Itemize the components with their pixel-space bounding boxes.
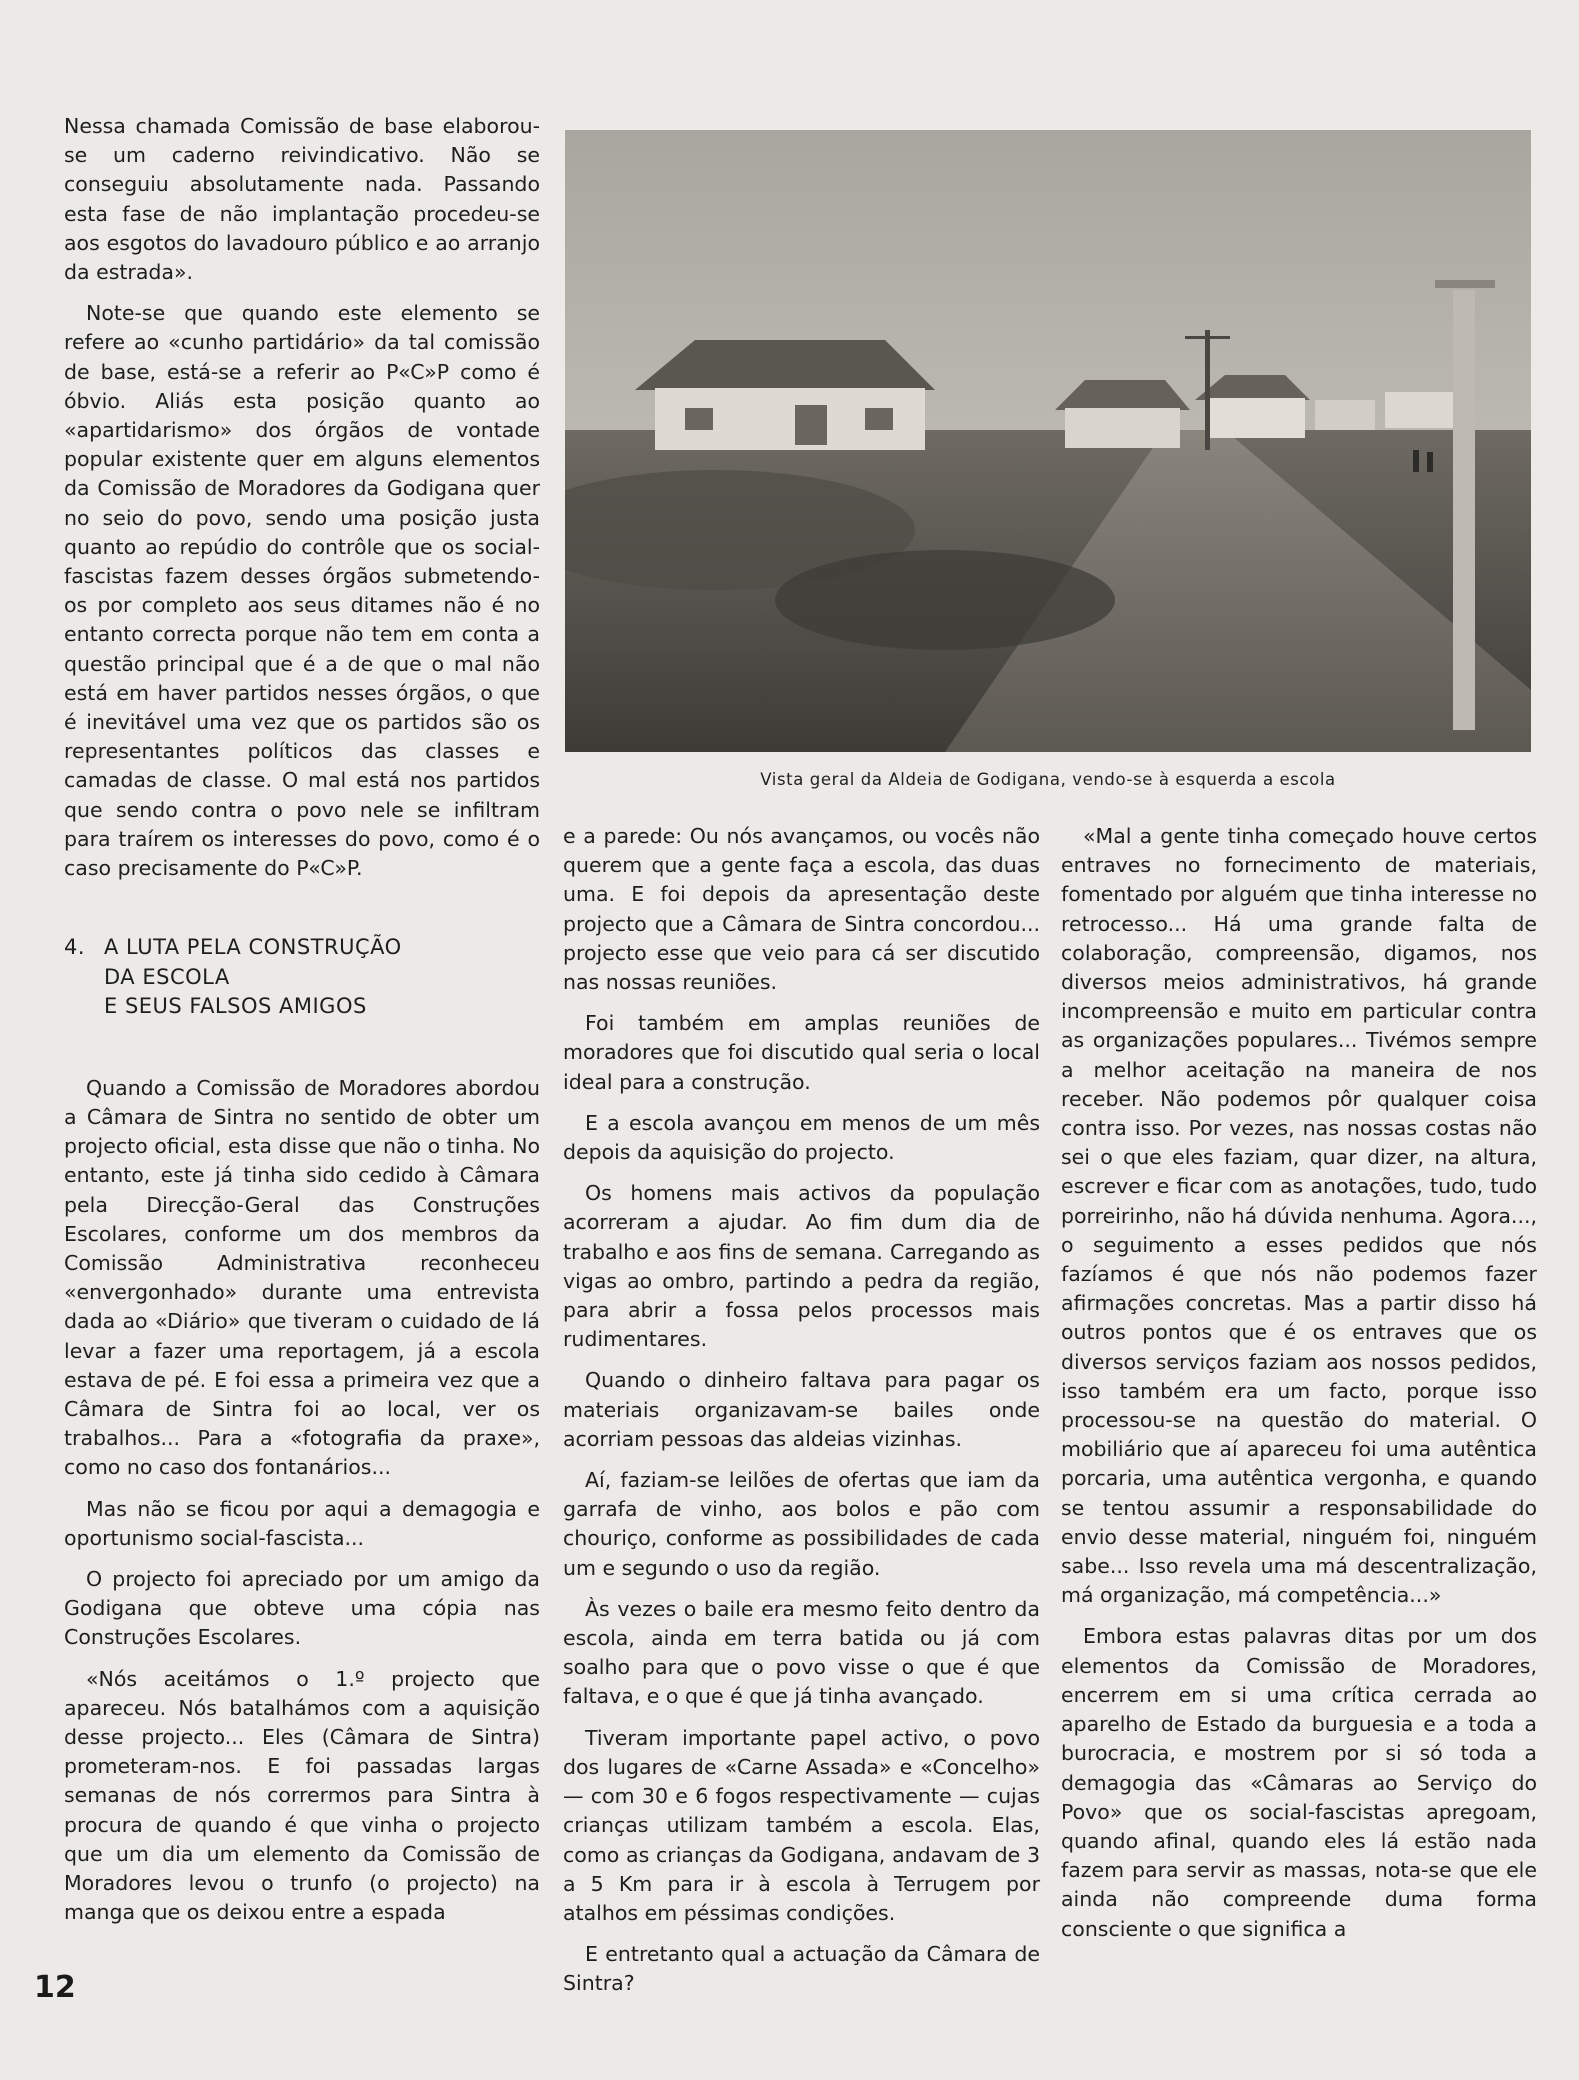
paragraph: O projecto foi apreciado por um amigo da Godigana que obteve uma cópia nas Construções Escolares. — [64, 1567, 540, 1650]
paragraph: «Nós aceitámos o 1.º projecto que apareceu. Nós batalhámos com a aquisição desse projecto... Eles (Câmara de Sintra) prometeram-nos. E foi passadas largas semanas de nós corrermos para Sintra à procura de quando é que vinha o projecto que um dia um elemento da Comissão de Moradores levou o trunfo (o projecto) na manga que os deixou entre a espada — [64, 1666, 540, 1925]
section-number: 4. — [64, 935, 86, 960]
middle-text-column — [563, 822, 1040, 2011]
paragraph: Os homens mais activos da população acorreram a ajudar. Ao fim dum dia de trabalho e aos fins de semana. Carregando as vigas ao ombro, partindo a pedra da região, para abrir a fossa pelos processos mais rudimentares. — [563, 1181, 1040, 1352]
photo-caption: Vista geral da Aldeia de Godigana, vendo-se à esquerda a escola — [760, 770, 1336, 789]
paragraph: Às vezes o baile era mesmo feito dentro da escola, ainda em terra batida ou já com soalho para que o povo visse o que é que faltava, e o que é que já tinha avançado. — [563, 1596, 1040, 1709]
paragraph: Quando o dinheiro faltava para pagar os materiais organizavam-se bailes onde acorriam pessoas das aldeias vizinhas. — [563, 1368, 1040, 1451]
road-with-houses-photo — [565, 130, 1531, 752]
paragraph: E entretanto qual a actuação da Câmara de Sintra? — [563, 1942, 1040, 1996]
section-heading — [64, 933, 540, 1022]
paragraph: Tiveram importante papel activo, o povo dos lugares de «Carne Assada» e «Concelho» — com 30 e 6 fogos respectivamente — cujas crianças utilizam também a escola. Elas, como as crianças da Godigana, andavam de 3 a 5 Km para ir à escola à Terrugem por atalhos em péssimas condições. — [563, 1725, 1040, 1925]
paragraph: «Mal a gente tinha começado houve certos entraves no fornecimento de materiais, fomentado por alguém que tinha interesse no retrocesso... Há uma grande falta de colaboração, compreensão, digamos, nos diversos meios administrativos, há grande incompreensão e muito em particular contra as organizações populares... Tivémos sempre a melhor aceitação na maneira de nos receber. Não podemos pôr qualquer coisa contra isso. Por vezes, nas nossas costas não sei o que eles faziam, quar dizer, na altura, escrever e ficar com as anotações, tudo, tudo porreirinho, não há dúvida nenhuma. Agora..., o seguimento a esses pedidos que nós fazíamos é que nós não podemos fazer afirmações concretas. Mas a partir disso há outros pontos que é os entraves que os diversos serviços faziam aos nossos pedidos, isso também era um facto, porque isso processou-se na questão do material. O mobiliário que aí apareceu foi uma autêntica porcaria, uma autêntica vergonha, e quando se tentou assumir a responsabilidade do envio desse material, ninguém foi, ninguém sabe... Isso revela uma má descentralização, má organização, má competência...» — [1061, 824, 1537, 1608]
paragraph: Quando a Comissão de Moradores abordou a Câmara de Sintra no sentido de obter um projecto oficial, esta disse que não o tinha. No entanto, este já tinha sido cedido à Câmara pela Direcção-Geral das Construções Escolares, conforme um dos membros da Comissão Administrativa reconheceu «envergonhado» durante uma entrevista dada ao «Diário» que tiveram o cuidado de lá levar a fazer uma reportagem, já a escola estava de pé. E foi essa a primeira vez que a Câmara de Sintra foi ao local, ver os trabalhos... Para a «fotografia da praxe», como no caso dos fontanários... — [64, 1075, 540, 1480]
page-number: 12 — [34, 1970, 76, 2005]
paragraph: Foi também em amplas reuniões de moradores que foi discutido qual seria o local ideal para a construção. — [563, 1011, 1040, 1094]
paragraph: E a escola avançou em menos de um mês depois da aquisição do projecto. — [563, 1110, 1040, 1165]
paragraph: e a parede: Ou nós avançamos, ou vocês não querem que a gente faça a escola, das duas uma. E foi depois da apresentação deste projecto que a Câmara de Sintra concordou... projecto esse que veio para cá ser discutido nas nossas reuniões. — [563, 824, 1040, 995]
section-title-line-1: A LUTA PELA CONSTRUÇÃO — [104, 935, 402, 960]
village-photo — [565, 130, 1531, 752]
paragraph: Nessa chamada Comissão de base elaborou-se um caderno reivindicativo. Não se conseguiu absolutamente nada. Passando esta fase de não implantação procedeu-se aos esgotos do lavadouro público e ao arranjo da estrada». — [64, 114, 540, 285]
paragraph: Aí, faziam-se leilões de ofertas que iam da garrafa de vinho, aos bolos e pão com chouriço, conforme as possibilidades de cada um e segundo o uso da região. — [563, 1468, 1040, 1580]
section-title-line-2: DA ESCOLA — [104, 964, 230, 989]
paragraph: Embora estas palavras ditas por um dos elementos da Comissão de Moradores, encerrem em si uma crítica cerrada ao aparelho de Estado da burguesia e a toda a burocracia, e mostrem por si só toda a demagogia das «Câmaras ao Serviço do Povo» que os social-fascistas apregoam, quando afinal, quando eles lá estão nada fazem para servir as massas, nota-se que ele ainda não compreende duma forma consciente o que significa a — [1061, 1624, 1537, 1941]
left-text-column — [64, 112, 540, 1939]
section-title-line-3: E SEUS FALSOS AMIGOS — [104, 994, 367, 1019]
right-text-column — [1061, 822, 1537, 1956]
paragraph: Note-se que quando este elemento se refere ao «cunho partidário» da tal comissão de base, está-se a referir ao P«C»P como é óbvio. Aliás esta posição quanto ao «apartidarismo» dos órgãos de vontade popular existente quer em alguns elementos da Comissão de Moradores da Godigana quer no seio do povo, sendo uma posição justa quanto ao repúdio do contrôle que os social-fascistas fazem desses órgãos submetendo-os por completo aos seus ditames não é no entanto correcta porque não tem em conta a questão principal que é a de que o mal não está em haver partidos nesses órgãos, o que é inevitável uma vez que os partidos são os representantes políticos das classes e camadas de classe. O mal está nos partidos que sendo contra o povo nele se infiltram para traírem os interesses do povo, como é o caso precisamente do P«C»P. — [64, 301, 540, 881]
paragraph: Mas não se ficou por aqui a demagogia e oportunismo social-fascista... — [64, 1496, 540, 1550]
